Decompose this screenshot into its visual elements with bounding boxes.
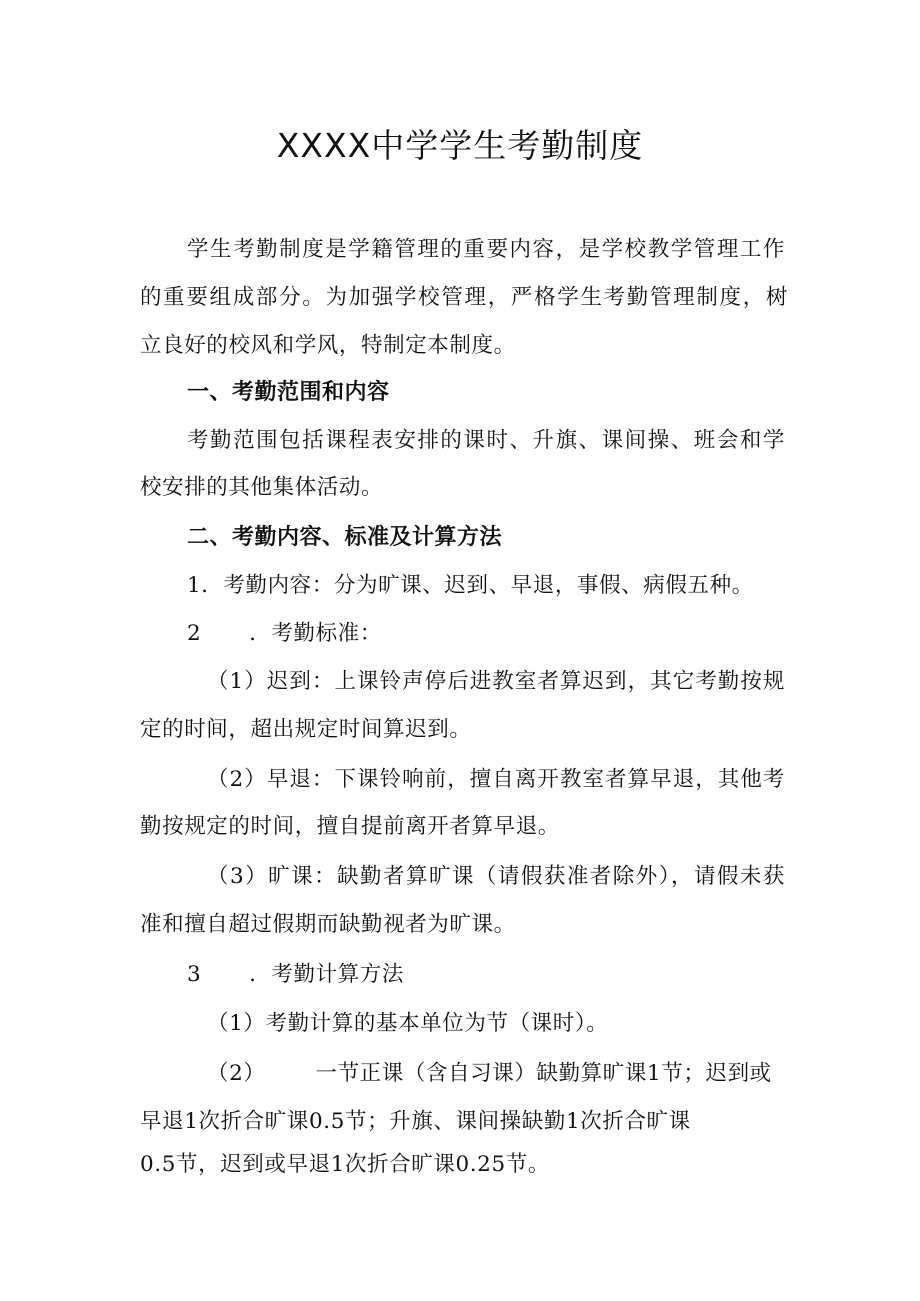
attendance-calculation-item	[187, 959, 835, 991]
standard-absence-line-2: 准和擅自超过假期而缺勤视者为旷课。	[140, 912, 516, 937]
item-number: 2	[187, 621, 202, 646]
item-label: ．考勤计算方法	[249, 962, 404, 987]
intro-line-2: 的重要组成部分。为加强学校管理，严格学生考勤管理制度，树	[140, 285, 788, 310]
attendance-standard-item	[187, 618, 835, 650]
attendance-content-item: 1．考勤内容：分为旷课、迟到、早退，事假、病假五种。	[187, 573, 754, 598]
standard-early-leave-line-1: （2）早退：下课铃响前，擅自离开教室者算早退，其他考	[207, 767, 785, 792]
intro-line-1: 学生考勤制度是学籍管理的重要内容，是学校教学管理工作	[187, 237, 785, 262]
standard-absence-line-1: （3）旷课：缺勤者算旷课（请假获准者除外），请假未获	[207, 864, 785, 889]
item-number: 3	[187, 962, 202, 987]
calculation-rule-2-line-1	[207, 1058, 855, 1090]
standard-late-line-2: 定的时间，超出规定时间算迟到。	[140, 717, 472, 742]
item-label: ．考勤标准：	[249, 621, 382, 646]
section-1-line-1: 考勤范围包括课程表安排的课时、升旗、课间操、班会和学	[187, 428, 785, 453]
standard-late-line-1: （1）迟到：上课铃声停后进教室者算迟到，其它考勤按规	[207, 669, 785, 694]
section-2-heading: 二、考勤内容、标准及计算方法	[187, 525, 503, 550]
document-title: XXXX中学学生考勤制度	[276, 126, 644, 165]
calculation-rule-1: （1）考勤计算的基本单位为节（课时）。	[207, 1011, 609, 1036]
calculation-rule-2-line-3: 0.5节，迟到或早退1次折合旷课0.25节。	[140, 1152, 550, 1177]
section-1-line-2: 校安排的其他集体活动。	[140, 475, 384, 500]
calculation-rule-2-line-2: 早退1次折合旷课0.5节；升旗、课间操缺勤1次折合旷课	[140, 1109, 691, 1134]
standard-early-leave-line-2: 勤按规定的时间，擅自提前离开者算早退。	[140, 814, 560, 839]
section-1-heading: 一、考勤范围和内容	[187, 380, 390, 405]
intro-line-3: 立良好的校风和学风，特制定本制度。	[140, 333, 516, 358]
rule-text: 一节正课（含自习课）缺勤算旷课1节；迟到或	[315, 1061, 772, 1086]
rule-number: （2）	[207, 1061, 266, 1086]
